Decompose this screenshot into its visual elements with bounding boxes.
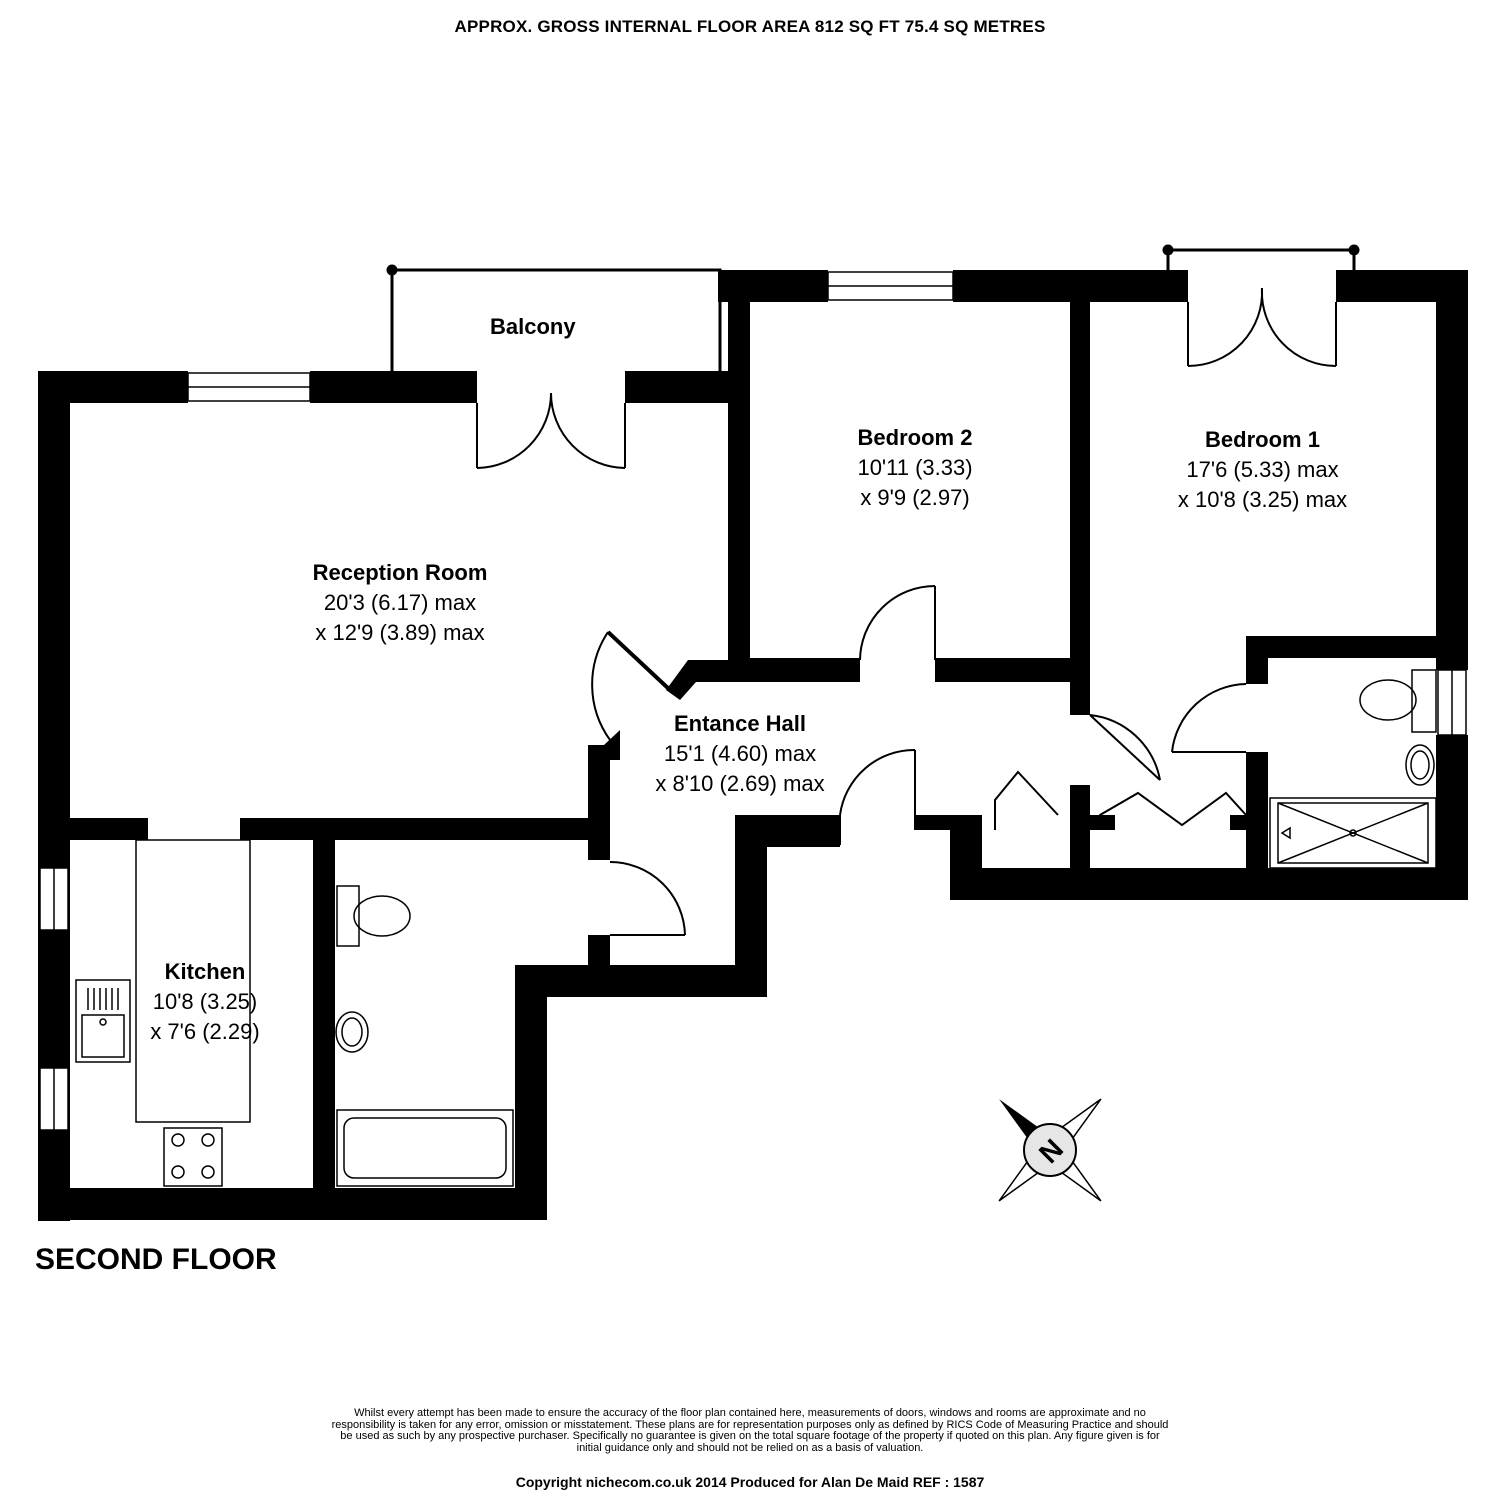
room-name: Bedroom 2 bbox=[857, 425, 973, 450]
room-dimension: x 9'9 (2.97) bbox=[860, 485, 970, 510]
room-name: Bedroom 1 bbox=[1205, 427, 1320, 452]
room-dimension: 15'1 (4.60) max bbox=[663, 741, 817, 766]
room-label-kitchen bbox=[130, 957, 280, 1047]
balcony-railing bbox=[388, 246, 1358, 371]
floor-area-header: APPROX. GROSS INTERNAL FLOOR AREA 812 SQ FT 75.4 SQ METRES bbox=[454, 17, 1046, 36]
toilet-bowl-icon bbox=[354, 896, 410, 936]
floor-label: SECOND FLOOR bbox=[35, 1243, 277, 1276]
ensuite-toilet-icon bbox=[1360, 680, 1416, 720]
room-dimension: x 8'10 (2.69) max bbox=[655, 771, 825, 796]
room-name: Entance Hall bbox=[673, 711, 807, 736]
room-dimension: 10'11 (3.33) bbox=[857, 455, 973, 480]
room-name: Balcony bbox=[490, 314, 576, 339]
compass-north-label: N bbox=[1032, 1132, 1070, 1170]
room-label-balcony bbox=[490, 312, 576, 342]
room-label-bedroom1 bbox=[1150, 425, 1375, 515]
room-dimension: 17'6 (5.33) max bbox=[1186, 457, 1339, 482]
toilet-cistern-icon bbox=[337, 886, 359, 946]
bathroom-fittings bbox=[336, 670, 1436, 1186]
room-dimension: x 12'9 (3.89) max bbox=[315, 620, 485, 645]
room-name: Kitchen bbox=[164, 959, 246, 984]
disclaimer-text: Whilst every attempt has been made to ensure the accuracy of the floor plan contained here, measurements of doors, windows and rooms are approximate and no responsibility is taken for any error, omission or misstatement. These plans are for representation purposes only as defined by RICS Code of Measuring Practice and should be used as such by any prospective purchaser. Specifically no guarantee is given on the total square footage of the property if quoted on this plan. Any figure given is for initial guidance only and should not be relied on as a basis of valuation. bbox=[331, 1407, 1169, 1454]
room-dimension: x 10'8 (3.25) max bbox=[1177, 487, 1348, 512]
room-name: Reception Room bbox=[312, 560, 488, 585]
room-label-bedroom2 bbox=[810, 423, 1020, 513]
room-dimension: x 7'6 (2.29) bbox=[150, 1019, 260, 1044]
kitchen-sink-icon bbox=[76, 980, 130, 1062]
room-label-reception bbox=[280, 558, 520, 648]
copyright-text: Copyright nichecom.co.uk 2014 Produced for Alan De Maid REF : 1587 bbox=[515, 1474, 985, 1490]
bath-icon bbox=[337, 1110, 513, 1186]
room-dimension: 10'8 (3.25) bbox=[152, 989, 258, 1014]
room-dimension: 20'3 (6.17) max bbox=[323, 590, 477, 615]
room-label-hall bbox=[630, 709, 850, 799]
